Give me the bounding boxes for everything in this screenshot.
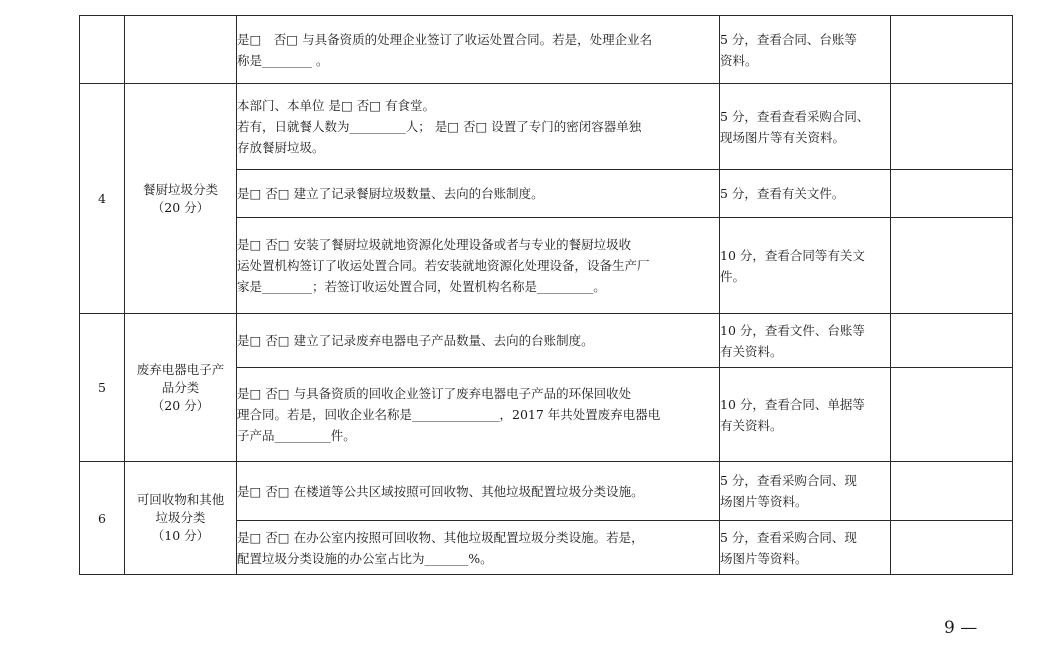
requirement-cell (237, 368, 720, 462)
category-text: 餐厨垃圾分类 (142, 181, 218, 197)
requirement-cell (237, 314, 720, 368)
scoring-method-cell (720, 16, 891, 84)
item-number-cell: 6 (80, 462, 125, 575)
scoring-method-cell (720, 84, 891, 170)
requirement-text: 是□ 否□ 安装了餐厨垃圾就地资源化处理设备或者与专业的餐厨垃圾收 (237, 237, 632, 252)
requirement-text: 是□ 否□ 与具备资质的处理企业签订了收运处置合同。若是，处理企业名 (237, 31, 653, 47)
table-row (80, 462, 1013, 521)
score-cell (891, 314, 1013, 368)
requirement-text: 若有，日就餐人数为_________人； 是□ 否□ 设置了专门的密闭容器单独 (237, 119, 642, 134)
scoring-method-cell (720, 462, 891, 521)
scoring-method-cell (720, 314, 891, 368)
requirement-text: 理合同。若是，回收企业名称是______________，2017 年共处置废弃电器电 (237, 407, 661, 422)
score-cell (891, 521, 1013, 575)
scoring-method-text: 资料。 (720, 52, 758, 68)
requirement-text: 是□ 否□ 建立了记录餐厨垃圾数量、去向的台账制度。 (237, 186, 544, 201)
table-row (80, 84, 1013, 170)
scoring-method-cell (720, 368, 891, 462)
requirement-text: 是□ 否□ 建立了记录废弃电器电子产品数量、去向的台账制度。 (237, 333, 594, 348)
category-text: 废弃电器电子产 (136, 361, 225, 377)
category-text: 垃圾分类 (155, 510, 206, 525)
requirement-text: 本部门、本单位 是□ 否□ 有食堂。 (237, 98, 436, 113)
requirement-text: 称是________ 。 (237, 52, 329, 68)
requirement-cell (237, 218, 720, 314)
category-text: （20 分） (151, 397, 210, 413)
scoring-method-text: 10 分，查看文件、台账等 (720, 322, 865, 338)
scoring-method-text: 5 分，查看查看采购合同、 (720, 108, 870, 124)
requirement-text: 是□ 否□ 与具备资质的回收企业签订了废弃电器电子产品的环保回收处 (237, 386, 632, 401)
requirement-text: 运处置机构签订了收运处置合同。若安装就地资源化处理设备，设备生产厂 (237, 258, 650, 273)
requirement-text: 子产品_________件。 (237, 428, 356, 443)
scoring-method-cell (720, 521, 891, 575)
requirement-cell (237, 462, 720, 521)
category-cell (125, 314, 237, 462)
item-number-cell (80, 16, 125, 84)
scoring-method-text: 5 分，查看采购合同、现 (720, 473, 857, 488)
score-cell (891, 218, 1013, 314)
score-cell (891, 170, 1013, 218)
scoring-method-text: 5 分，查看合同、台账等 (720, 31, 857, 47)
scoring-method-text: 10 分，查看合同等有关文 (720, 247, 865, 263)
requirement-text: 存放餐厨垃圾。 (237, 140, 325, 155)
table-row (80, 314, 1013, 368)
requirement-text: 配置垃圾分类设施的办公室占比为_______%。 (237, 550, 493, 566)
score-cell (891, 462, 1013, 521)
category-cell (125, 16, 237, 84)
score-cell (891, 84, 1013, 170)
category-cell (125, 84, 237, 314)
scoring-method-text: 场图片等资料。 (720, 550, 808, 566)
requirement-text: 是□ 否□ 在楼道等公共区域按照可回收物、其他垃圾配置垃圾分类设施。 (237, 483, 644, 499)
scoring-method-cell (720, 170, 891, 218)
item-number-cell: 5 (80, 314, 125, 462)
scoring-method-text: 5 分，查看采购合同、现 (720, 529, 857, 545)
item-number-cell: 4 (80, 84, 125, 314)
requirement-cell (237, 521, 720, 575)
scoring-method-text: 有关资料。 (720, 417, 783, 433)
scoring-method-text: 5 分，查看有关文件。 (720, 186, 845, 201)
requirement-cell (237, 84, 720, 170)
requirement-cell (237, 170, 720, 218)
scoring-method-text: 现场图片等有关资料。 (720, 129, 846, 145)
assessment-table (79, 15, 1013, 575)
category-text: 可回收物和其他 (136, 492, 225, 507)
requirement-text: 是□ 否□ 在办公室内按照可回收物、其他垃圾配置垃圾分类设施。若是， (237, 529, 644, 545)
page-number: 9 — (944, 618, 978, 638)
category-text: （20 分） (151, 199, 210, 215)
table-row (80, 16, 1013, 84)
category-text: （10 分） (151, 528, 210, 543)
category-cell (125, 462, 237, 575)
score-cell (891, 16, 1013, 84)
scoring-method-text: 10 分，查看合同、单据等 (720, 396, 865, 412)
scoring-method-text: 有关资料。 (720, 343, 783, 359)
requirement-cell (237, 16, 720, 84)
scoring-method-text: 件。 (720, 268, 746, 284)
requirement-text: 家是________；若签订收运处置合同，处置机构名称是_________。 (237, 279, 606, 294)
score-cell (891, 368, 1013, 462)
scoring-method-text: 场图片等资料。 (720, 494, 808, 509)
category-text: 品分类 (161, 379, 200, 395)
scoring-method-cell (720, 218, 891, 314)
